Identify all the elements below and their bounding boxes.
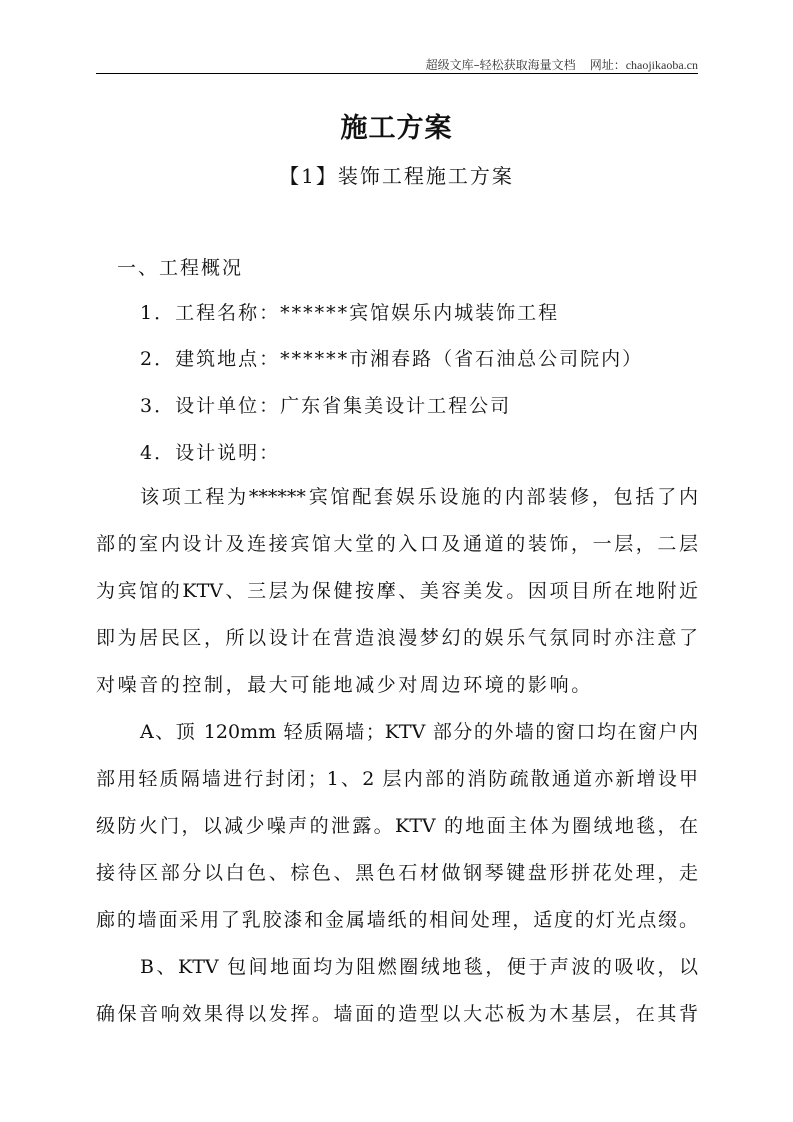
section-heading: 一、工程概况	[117, 257, 244, 279]
paragraph-line: 即为居民区，所以设计在营造浪漫梦幻的娱乐气氛同时亦注意了	[96, 627, 698, 649]
overview-item: 4．设计说明：	[140, 442, 281, 464]
paragraph-line: A、顶 120mm 轻质隔墙；KTV 部分的外墙的窗口均在窗户内	[140, 721, 698, 743]
paragraph-line: B、KTV 包间地面均为阻燃圈绒地毯，便于声波的吸收，以	[140, 956, 698, 978]
paragraph-line: 廊的墙面采用了乳胶漆和金属墙纸的相间处理，适度的灯光点缀。	[96, 909, 698, 931]
overview-item: 3．设计单位：广东省集美设计工程公司	[140, 395, 512, 417]
overview-item: 2．建筑地点：******市湘春路（省石油总公司院内）	[140, 348, 644, 370]
page-header	[426, 56, 698, 73]
document-title: 施工方案	[340, 113, 453, 144]
paragraph-line: 级防火门，以减少噪声的泄露。KTV 的地面主体为圈绒地毯，在	[96, 815, 698, 837]
site-url: 网址：chaojikaoba.cn	[589, 58, 698, 72]
paragraph-line: 确保音响效果得以发挥。墙面的造型以大芯板为木基层，在其背	[96, 1003, 698, 1025]
document-subtitle: 【1】装饰工程施工方案	[279, 164, 514, 188]
paragraph-line: 部用轻质隔墙进行封闭；1、2 层内部的消防疏散通道亦新增设甲	[96, 768, 698, 790]
paragraph-line: 对噪音的控制，最大可能地减少对周边环境的影响。	[96, 674, 593, 696]
site-slogan: 超级文库–轻松获取海量文档	[425, 58, 576, 72]
overview-item: 1．工程名称：******宾馆娱乐内城装饰工程	[140, 302, 560, 324]
paragraph-line: 该项工程为******宾馆配套娱乐设施的内部装修，包括了内	[140, 486, 698, 508]
paragraph-line: 部的室内设计及连接宾馆大堂的入口及通道的装饰，一层，二层	[96, 533, 698, 555]
header-divider	[96, 73, 698, 74]
paragraph-line: 为宾馆的KTV、三层为保健按摩、美容美发。因项目所在地附近	[96, 580, 698, 602]
paragraph-line: 接待区部分以白色、棕色、黑色石材做钢琴键盘形拼花处理，走	[96, 862, 698, 884]
